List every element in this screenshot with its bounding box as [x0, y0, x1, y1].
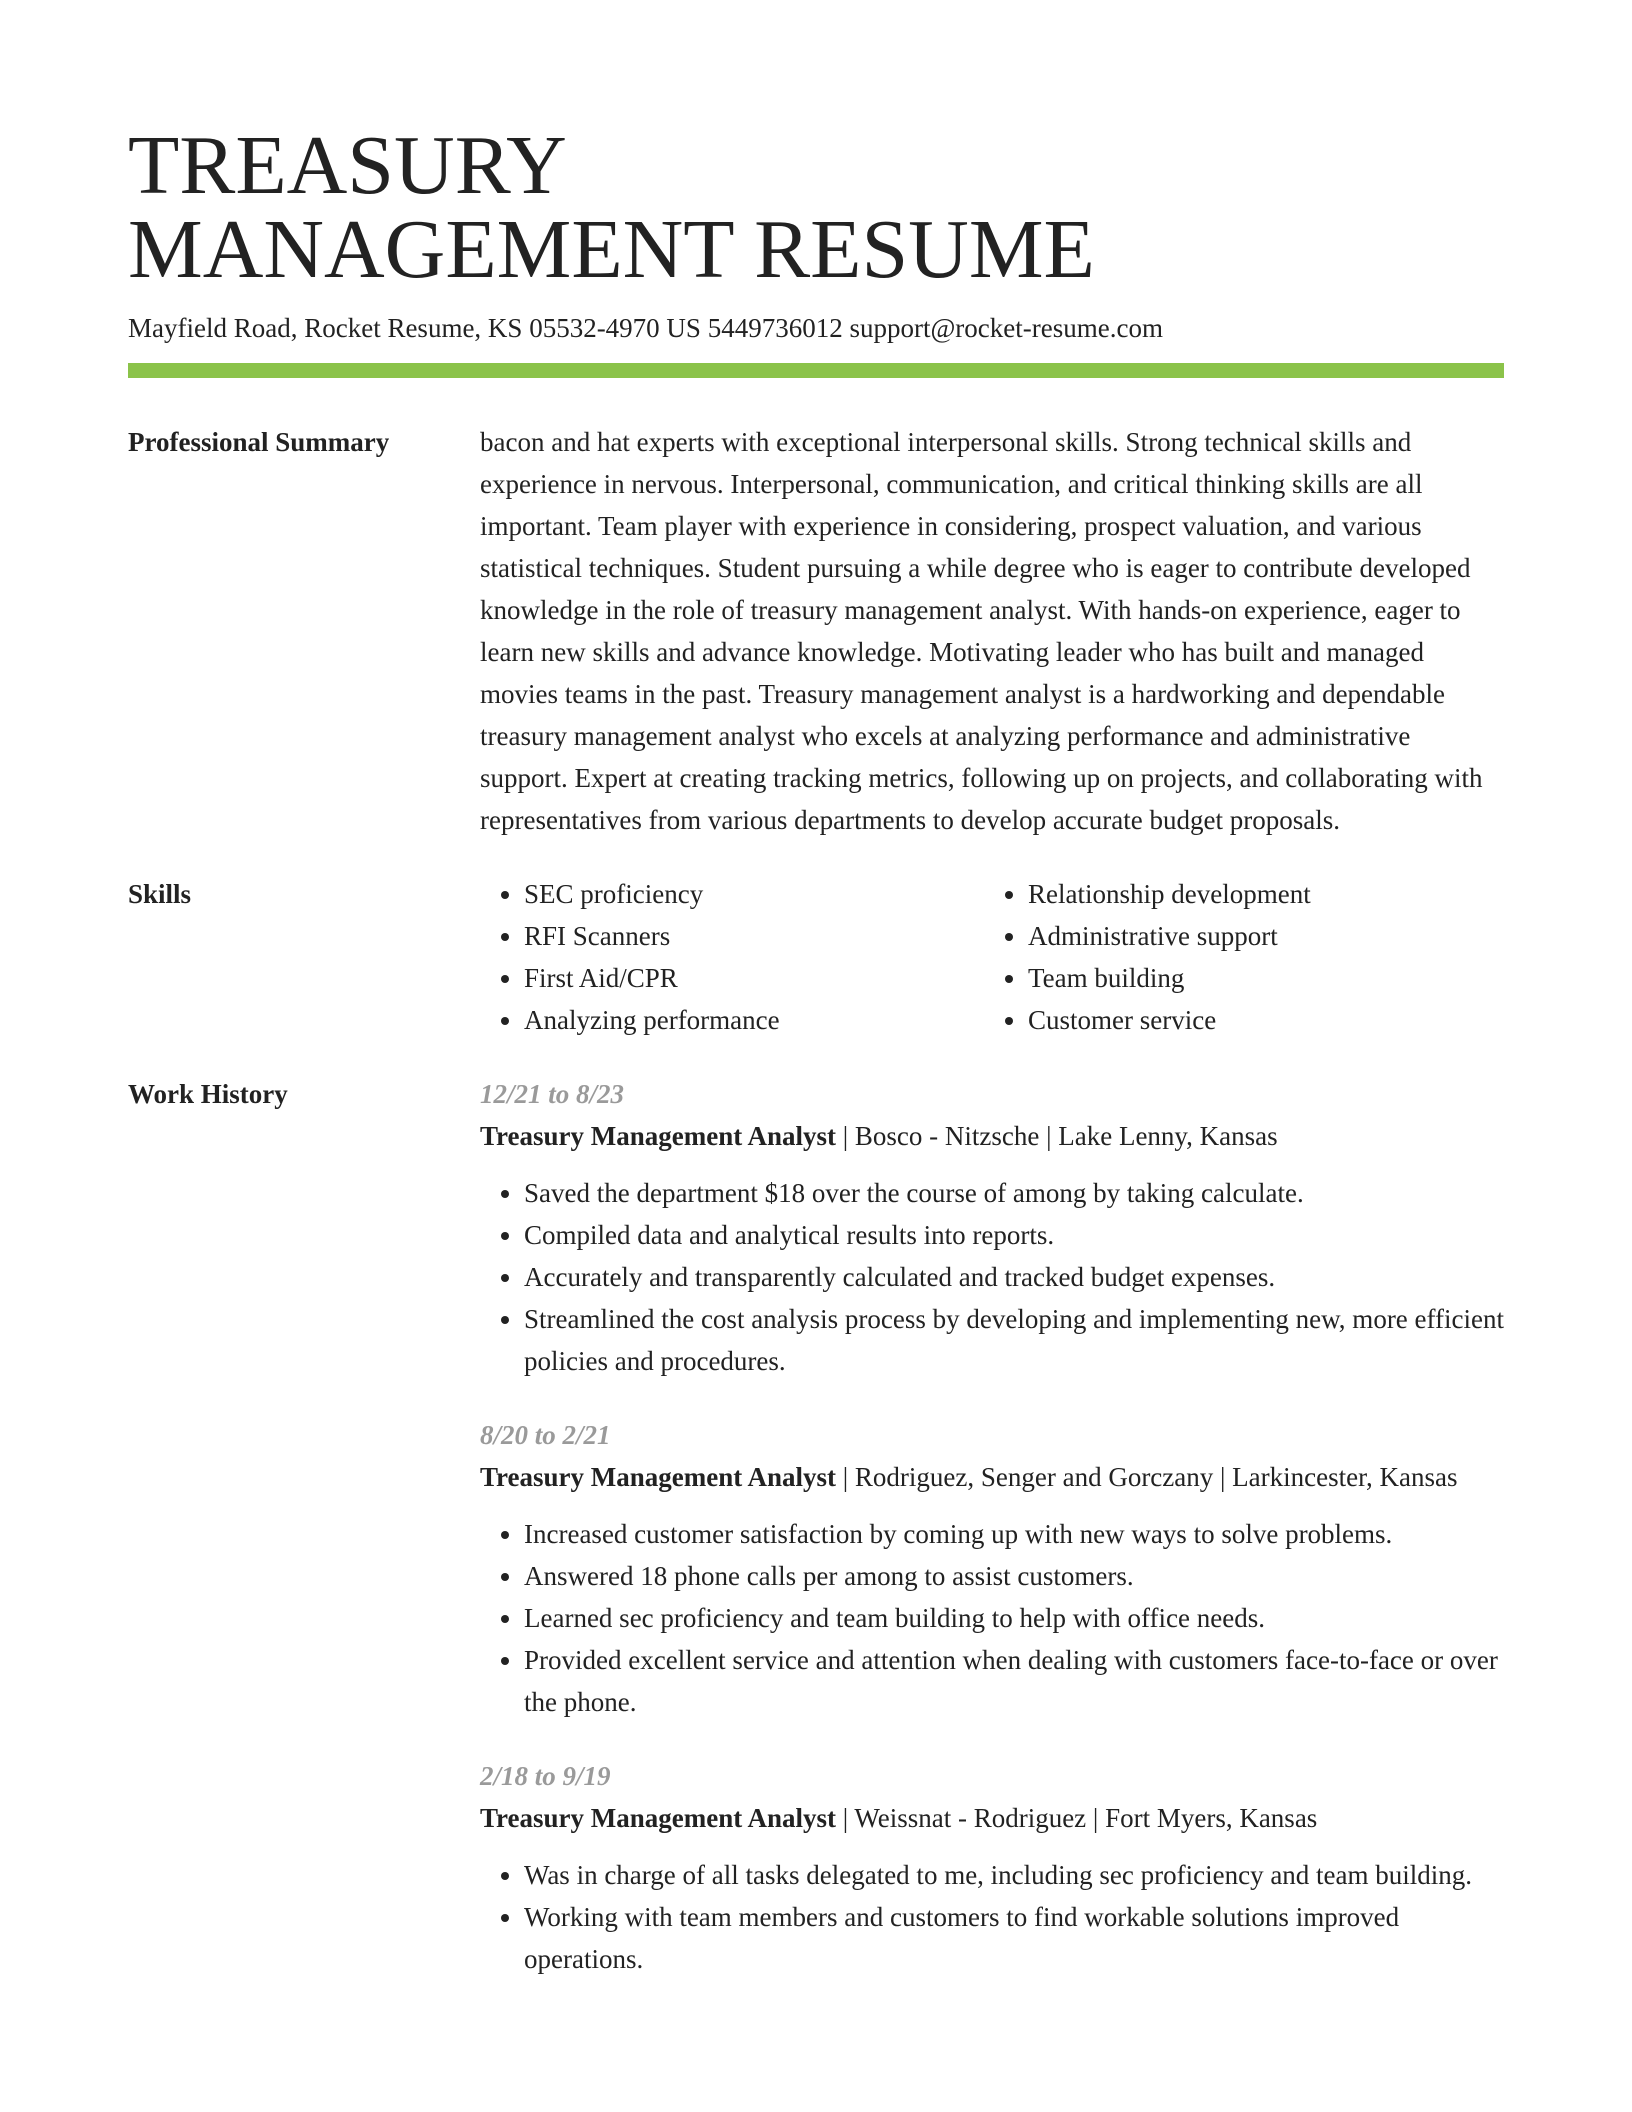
work-history-section	[128, 1073, 1504, 2012]
job-title-line	[480, 1115, 1504, 1157]
job-bullet-list	[480, 1172, 1504, 1382]
job-bullet: • Provided excellent service and attention when dealing with customers face-to-face or over the phone.	[524, 1639, 1504, 1723]
job-bullet: • Answered 18 phone calls per among to assist customers.	[524, 1555, 1504, 1597]
job-title-line	[480, 1797, 1504, 1839]
job-details: | Rodriguez, Senger and Gorczany | Larkincester, Kansas	[835, 1462, 1458, 1492]
job-bullet: • Learned sec proficiency and team building to help with office needs.	[524, 1597, 1504, 1639]
skills-section	[128, 873, 1504, 1041]
skills-list-right	[984, 873, 1488, 1041]
section-label-summary: Professional Summary	[128, 427, 390, 457]
job-bullet: • Accurately and transparently calculated and tracked budget expenses.	[524, 1256, 1504, 1298]
resume-page	[128, 0, 1504, 2012]
skill-item: • Customer service	[1028, 999, 1488, 1041]
job-bullet: • Saved the department $18 over the course of among by taking calculate.	[524, 1172, 1504, 1214]
skills-body	[480, 873, 1504, 1041]
skill-item: • Team building	[1028, 957, 1488, 999]
job-details: | Weissnat - Rodriguez | Fort Myers, Kansas	[835, 1803, 1318, 1833]
job-dates: 2/18 to 9/19	[480, 1761, 611, 1791]
work-body	[480, 1073, 1504, 2012]
title-line-1: TREASURY	[128, 119, 567, 212]
skill-item: • First Aid/CPR	[524, 957, 984, 999]
skills-grid	[480, 873, 1504, 1041]
job-bullet-list	[480, 1854, 1504, 1980]
section-label-skills: Skills	[128, 879, 192, 909]
skill-item: • Administrative support	[1028, 915, 1488, 957]
skill-item: • SEC proficiency	[524, 873, 984, 915]
job-bullet: • Compiled data and analytical results into reports.	[524, 1214, 1504, 1256]
job-bullet: • Increased customer satisfaction by coming up with new ways to solve problems.	[524, 1513, 1504, 1555]
summary-text: bacon and hat experts with exceptional interpersonal skills. Strong technical skills and experience in nervous. Interpersonal, communication, and critical thinking skills are all important. Team player with experience in considering, prospect valuation, and various statistical techniques. Student pursuing a while degree who is eager to contribute developed knowledge in the role of treasury management analyst. With hands-on experience, eager to learn new skills and advance knowledge. Motivating leader who has built and managed movies teams in the past. Treasury management analyst is a hardworking and dependable treasury management analyst who excels at analyzing performance and administrative support. Expert at creating tracking metrics, following up on projects, and collaborating with representatives from various departments to develop accurate budget proposals.	[480, 427, 1483, 835]
job-bullet: • Working with team members and customers to find workable solutions improved operations.	[524, 1896, 1504, 1980]
skill-item: • Analyzing performance	[524, 999, 984, 1041]
job-dates: 12/21 to 8/23	[480, 1079, 625, 1109]
job-entry	[480, 1414, 1504, 1723]
job-entry	[480, 1073, 1504, 1382]
professional-summary-section	[128, 421, 1504, 841]
job-entry	[480, 1755, 1504, 1980]
resume-title	[128, 0, 1504, 296]
job-bullet: • Was in charge of all tasks delegated to me, including sec proficiency and team building.	[524, 1854, 1504, 1896]
summary-body	[480, 421, 1504, 841]
section-label-work: Work History	[128, 1079, 288, 1109]
job-details: | Bosco - Nitzsche | Lake Lenny, Kansas	[835, 1121, 1278, 1151]
title-line-2: MANAGEMENT RESUME	[128, 203, 1095, 296]
job-title: Treasury Management Analyst	[480, 1121, 836, 1151]
skills-list-left	[480, 873, 984, 1041]
job-title-line	[480, 1456, 1504, 1498]
accent-divider	[128, 363, 1504, 378]
job-bullet-list	[480, 1513, 1504, 1723]
job-bullet: • Streamlined the cost analysis process by developing and implementing new, more efficient policies and procedures.	[524, 1298, 1504, 1382]
job-dates: 8/20 to 2/21	[480, 1420, 611, 1450]
contact-line: Mayfield Road, Rocket Resume, KS 05532-4970 US 5449736012 support@rocket-resume.com	[128, 313, 1163, 343]
job-title: Treasury Management Analyst	[480, 1462, 836, 1492]
job-title: Treasury Management Analyst	[480, 1803, 836, 1833]
skill-item: • RFI Scanners	[524, 915, 984, 957]
skill-item: • Relationship development	[1028, 873, 1488, 915]
